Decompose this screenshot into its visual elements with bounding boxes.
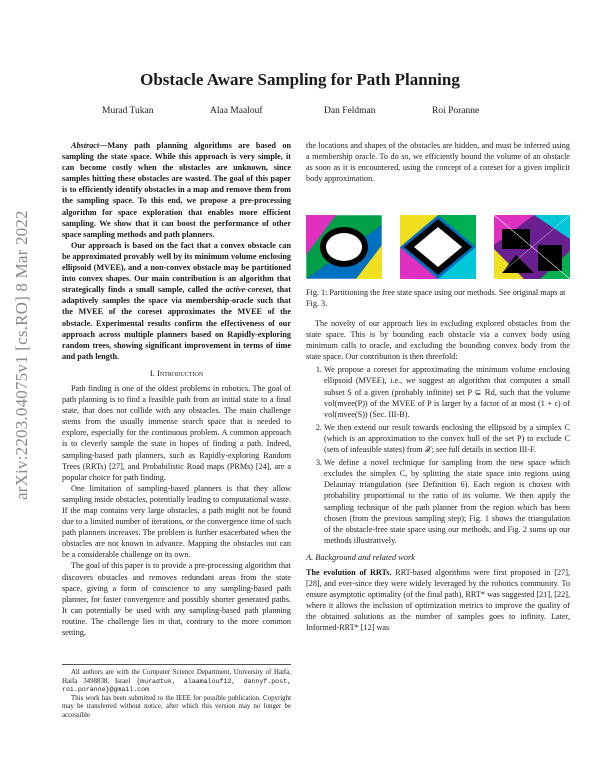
footnote-affiliation: All authors are with the Computer Science Department, University of Haifa, Haifa 3498838, Israel {muradtuk, alaamalouf12, dannyf.post, roi.poranne}@gmail.com	[62, 669, 291, 694]
footnote-emails: {muradtuk, alaamalouf12, dannyf.post, roi.poranne}@gmail.com	[62, 677, 291, 694]
body-paragraph: The evolution of RRTs. RRT-based algorithms were first proposed in [27], [28], and ever-since they were widely leveraged by the robotics community. To ensure asymptotic optimality (of the final path), RRT* was suggested [21], [22], where it allows the inclusion of optimization metrics to improve the quality of the obtained solutions as the number of samples goes to infinity. Later, Informed-RRT* [12] was	[306, 567, 570, 633]
abstract-label: Abstract	[71, 141, 100, 150]
figure-panel-b	[400, 215, 476, 279]
list-item: 3. We define a novel technique for sampling from the new space which excludes the simplex C, by splitting the state space into regions using Delaunay triangulation (see Definition 6). Each region is chosen with probability proportional to the ratio of its volume. We then apply the sampling technique of the path planner from the region which has been chosen (from the previous sampling step); Fig. 1 shows the triangulation of the obstacle-free state space using our methods, and Fig. 2 sums up our methods illustratively.	[324, 457, 570, 546]
body-paragraph: The goal of this paper is to provide a pre-processing algorithm that discovers obstacles and removes redundant areas from the state space, giving a form of conscience to any sampling-based path planner, for faster convergence and possibly shorter generated paths. It can potentially be used with any sampling-based path planning routine. The challenge lies in that, contrary to the more common setting,	[62, 561, 291, 638]
footnote	[62, 664, 291, 721]
author-name: Murad Tukan	[102, 106, 154, 116]
arxiv-identifier: arXiv:2203.04075v1 [cs.RO] 8 Mar 2022	[12, 210, 31, 500]
paragraph-lead: The evolution of RRTs.	[306, 567, 392, 577]
figure-1	[306, 215, 570, 279]
abstract-paragraph: Abstract—Many path planning algorithms are based on sampling the state space. While this approach is very simple, it can become costly when the obstacles are unknown, since samples hitting these obstacles are wasted. The goal of this paper is to efficiently identify obstacles in a map and remove them from the sampling space. To this end, we propose a pre-processing algorithm for space exploration that enables more efficient sampling. We show that it can boost the performance of other space sampling methods and path planners.	[62, 141, 291, 239]
body-paragraph: The novelty of our approach lies in excluding explored obstacles from the state space. This is by bounding each obstacle via a convex body using minimum calls to oracle, and excluding the bounding convex body from the state space. Our contribution is then threefold:	[306, 319, 570, 362]
figure-panel-a	[306, 215, 382, 279]
right-column-intro	[306, 140, 570, 184]
figure-caption: Fig. 1: Partitioning the free state space using our methods. See original maps at Fig. 3.	[306, 288, 566, 308]
body-paragraph: One limitation of sampling-based planners is that they allow sampling inside obstacles, potentially leading to computational waste. If the map contains very large obstacles, a path might not be found due to a limited number of iterations, or the convergence time of such path planners increases. The problem is further exacerbated when the obstacles are not known in advance. Mapping the obstacles out can be a considerable challenge on its own.	[62, 483, 291, 560]
footnote-copyright: This work has been submitted to the IEEE for possible publication. Copyright may be transferred without notice, after which this version may no longer be accessible	[62, 694, 291, 719]
author-name: Dan Feldman	[324, 106, 376, 116]
body-paragraph: Path finding is one of the oldest problems in robotics. The goal of path planning is to find a feasible path from an initial state to a final state, that does not collide with any obstacles. The main challenge stems from the usually immense search space that is needed to explore, especially for the continuous problem. A common approach is to cleverly sample the state in hopes of finding a path. Indeed, sampling-based path planners, such as Rapidly-exploring Random Trees (RRTs) [27], and Probabilistic Road maps (PRMs) [24], are a popular choice for path finding.	[62, 383, 291, 482]
author-name: Alaa Maalouf	[210, 106, 263, 116]
figure-panel-c	[494, 215, 570, 279]
list-item: 2. We then extend our result towards enclosing the ellipsoid by a simplex C (which is an approximation to the convex hull of the set P) to exclude C (sets of infeasible states) from 𝒳; see full details in section III-F.	[324, 422, 570, 455]
body-paragraph: the locations and shapes of the obstacles are hidden, and must be inferred using a membership oracle. To do so, we efficiently bound the volume of an obstacle as soon as it is encountered, using the concept of a coreset for a given implicit body approximation.	[306, 141, 570, 184]
contribution-list	[306, 364, 570, 546]
left-column	[62, 140, 291, 638]
list-item: 1. We propose a coreset for approximating the minimum volume enclosing ellipsoid (MVEE), i.e., we suggest an algorithm that computes a small subset S of a given (probably infinite) set P ⊆ ℝd, such that the volume vol(mvee(P)) of the MVEE of P is larger by a factor of at most (1 + ε) of vol(mvee(S)) (Sec. III-B).	[324, 364, 570, 419]
abstract-paragraph: Our approach is based on the fact that a convex obstacle can be approximated provably well by its minimum volume enclosing ellipsoid (MVEE), and a non-convex obstacle may be partitioned into convex shapes. Our main contribution is an algorithm that strategically finds a small sample, called the active-coreset, that adaptively samples the space via membership-oracle such that the MVEE of the coreset approximates the MVEE of the obstacle. Experimental results confirm the effectiveness of our approach across multiple planners based on Rapidly-exploring random trees, showing significant improvement in terms of time and path length.	[62, 240, 291, 361]
paper-title: Obstacle Aware Sampling for Path Planning	[140, 70, 460, 89]
subsection-heading: A. Background and related work	[306, 552, 415, 562]
author-name: Roi Poranne	[432, 106, 480, 116]
right-column-body	[306, 318, 570, 634]
section-heading: I. Introduction	[149, 367, 204, 378]
